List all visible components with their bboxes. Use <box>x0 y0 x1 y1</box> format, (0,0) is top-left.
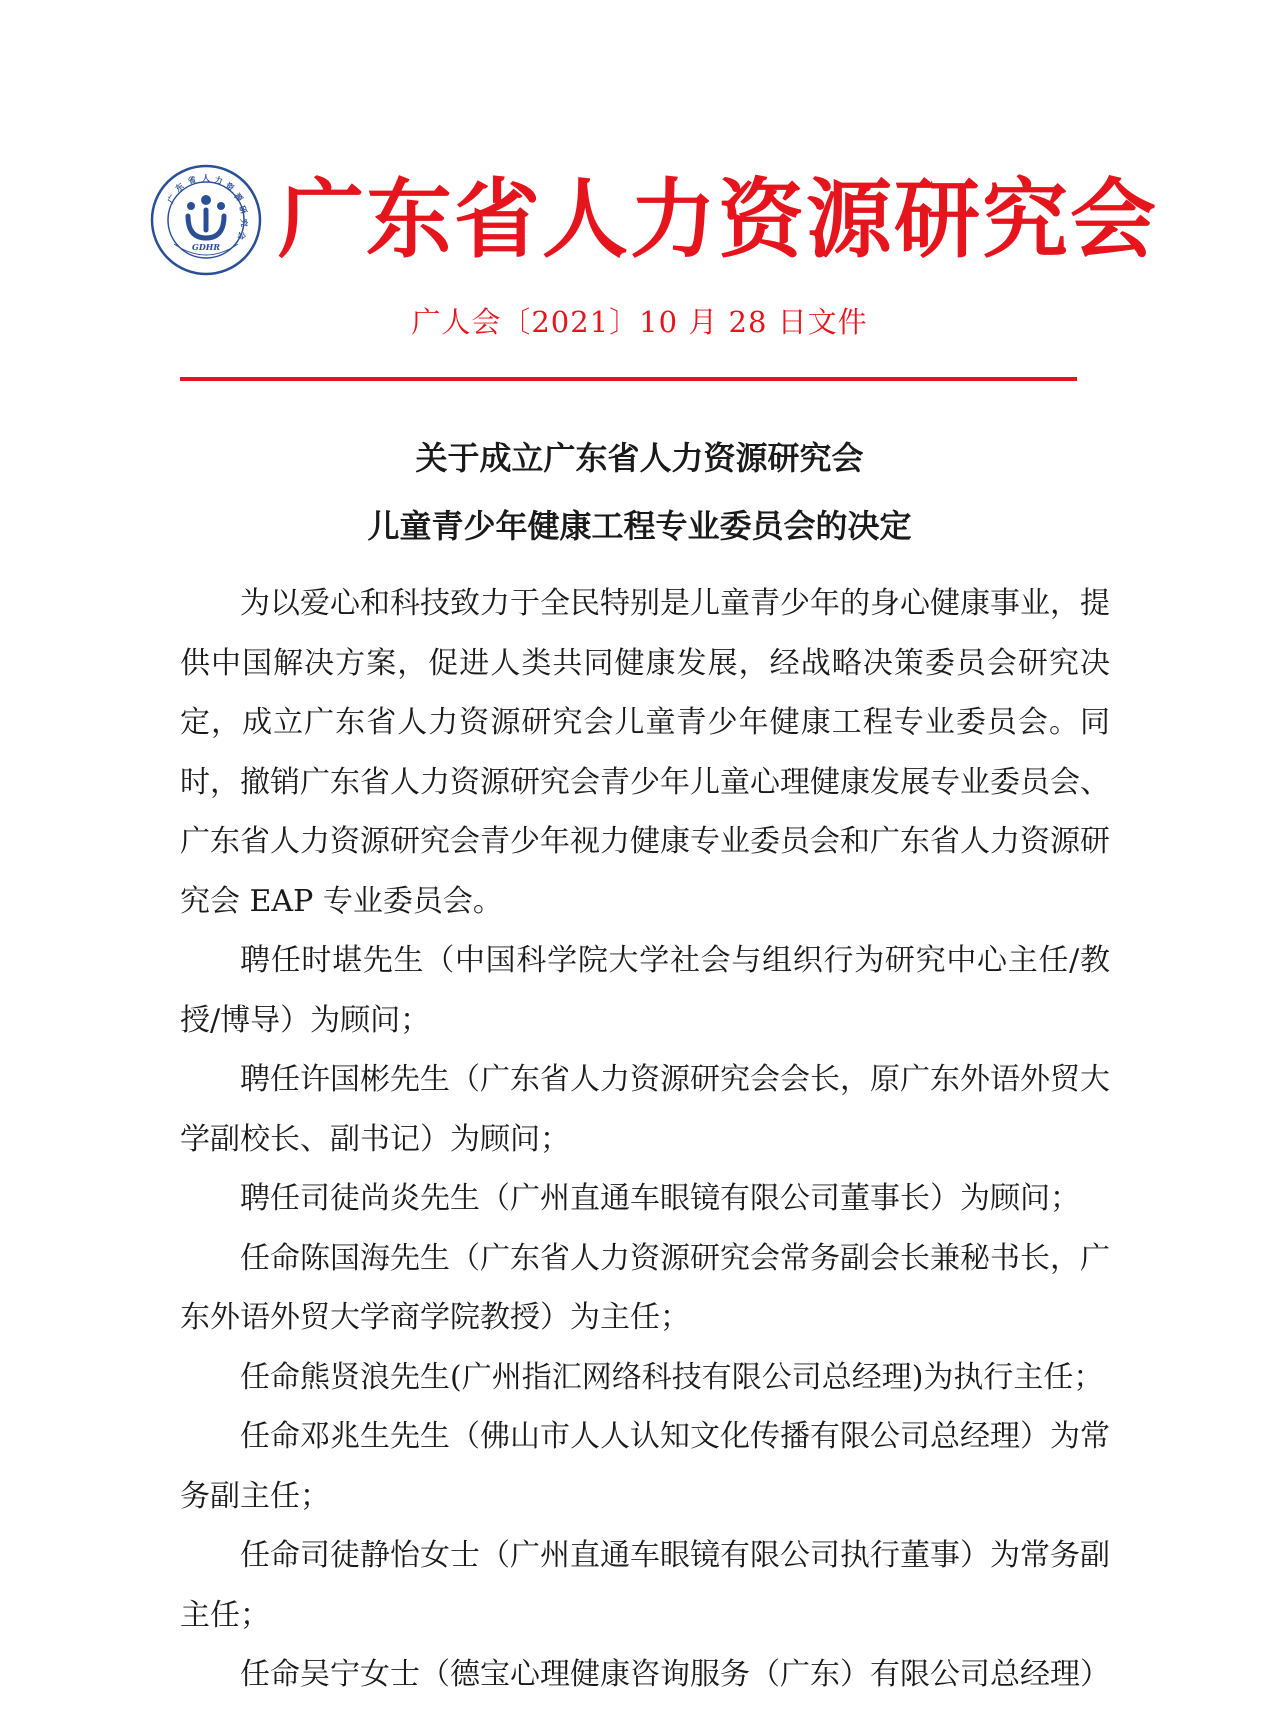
paragraph-appointment: 聘任司徒尚炎先生（广州直通车眼镜有限公司董事长）为顾问； <box>240 1181 1080 1216</box>
paragraph-appointment: 聘任时堪先生（中国科学院大学社会与组织行为研究中心主任/教授/博导）为顾问； <box>180 943 1110 1038</box>
red-divider <box>180 377 1077 381</box>
paragraph-appointment: 任命邓兆生先生（佛山市人人认知文化传播有限公司总经理）为常务副主任； <box>180 1419 1110 1514</box>
svg-text:会: 会 <box>236 230 247 241</box>
letterhead <box>150 160 1158 280</box>
paragraph-appointment: 任命熊贤浪先生(广州指汇网络科技有限公司总经理)为执行主任； <box>240 1359 1104 1395</box>
document-body <box>180 574 1110 1705</box>
paragraph-appointment: 任命陈国海先生（广东省人力资源研究会常务副会长兼秘书长，广东外语外贸大学商学院教授）为主任； <box>180 1240 1110 1335</box>
paragraph-intro: 为以爱心和科技致力于全民特别是儿童青少年的身心健康事业，提供中国解决方案，促进人类共同健康发展，经战略决策委员会研究决定，成立广东省人力资源研究会儿童青少年健康工程专业委员会。同时，撤销广东省人力资源研究会青少年儿童心理健康发展专业委员会、广东省人力资源研究会青少年视力健康专业委员会和广东省人力资源研究会 EAP 专业委员会。 <box>180 586 1110 919</box>
paragraph-appointment: 任命吴宁女士（德宝心理健康咨询服务（广东）有限公司总经理） <box>240 1657 1110 1692</box>
document-title-line-2: 儿童青少年健康工程专业委员会的决定 <box>367 507 912 545</box>
logo-abbr: GDHR <box>192 242 220 252</box>
gdhr-seal-logo <box>150 164 262 276</box>
organization-name: 广东省人力资源研究会 <box>278 169 1158 270</box>
document-number: 广人会〔2021〕10 月 28 日文件 <box>411 305 868 339</box>
svg-text:源: 源 <box>232 191 245 204</box>
paragraph-appointment: 聘任许国彬先生（广东省人力资源研究会会长，原广东外语外贸大学副校长、副书记）为顾问； <box>180 1062 1110 1157</box>
svg-text:省: 省 <box>186 174 198 186</box>
svg-text:人: 人 <box>202 174 210 183</box>
svg-text:研: 研 <box>237 204 249 216</box>
svg-text:资: 资 <box>223 181 236 193</box>
svg-text:究: 究 <box>239 218 249 228</box>
svg-text:力: 力 <box>213 175 224 186</box>
document-title-line-1: 关于成立广东省人力资源研究会 <box>415 439 864 477</box>
svg-text:东: 东 <box>173 181 186 194</box>
paragraph-appointment: 任命司徒静怡女士（广州直通车眼镜有限公司执行董事）为常务副主任； <box>180 1538 1110 1633</box>
svg-text:广: 广 <box>166 193 178 206</box>
